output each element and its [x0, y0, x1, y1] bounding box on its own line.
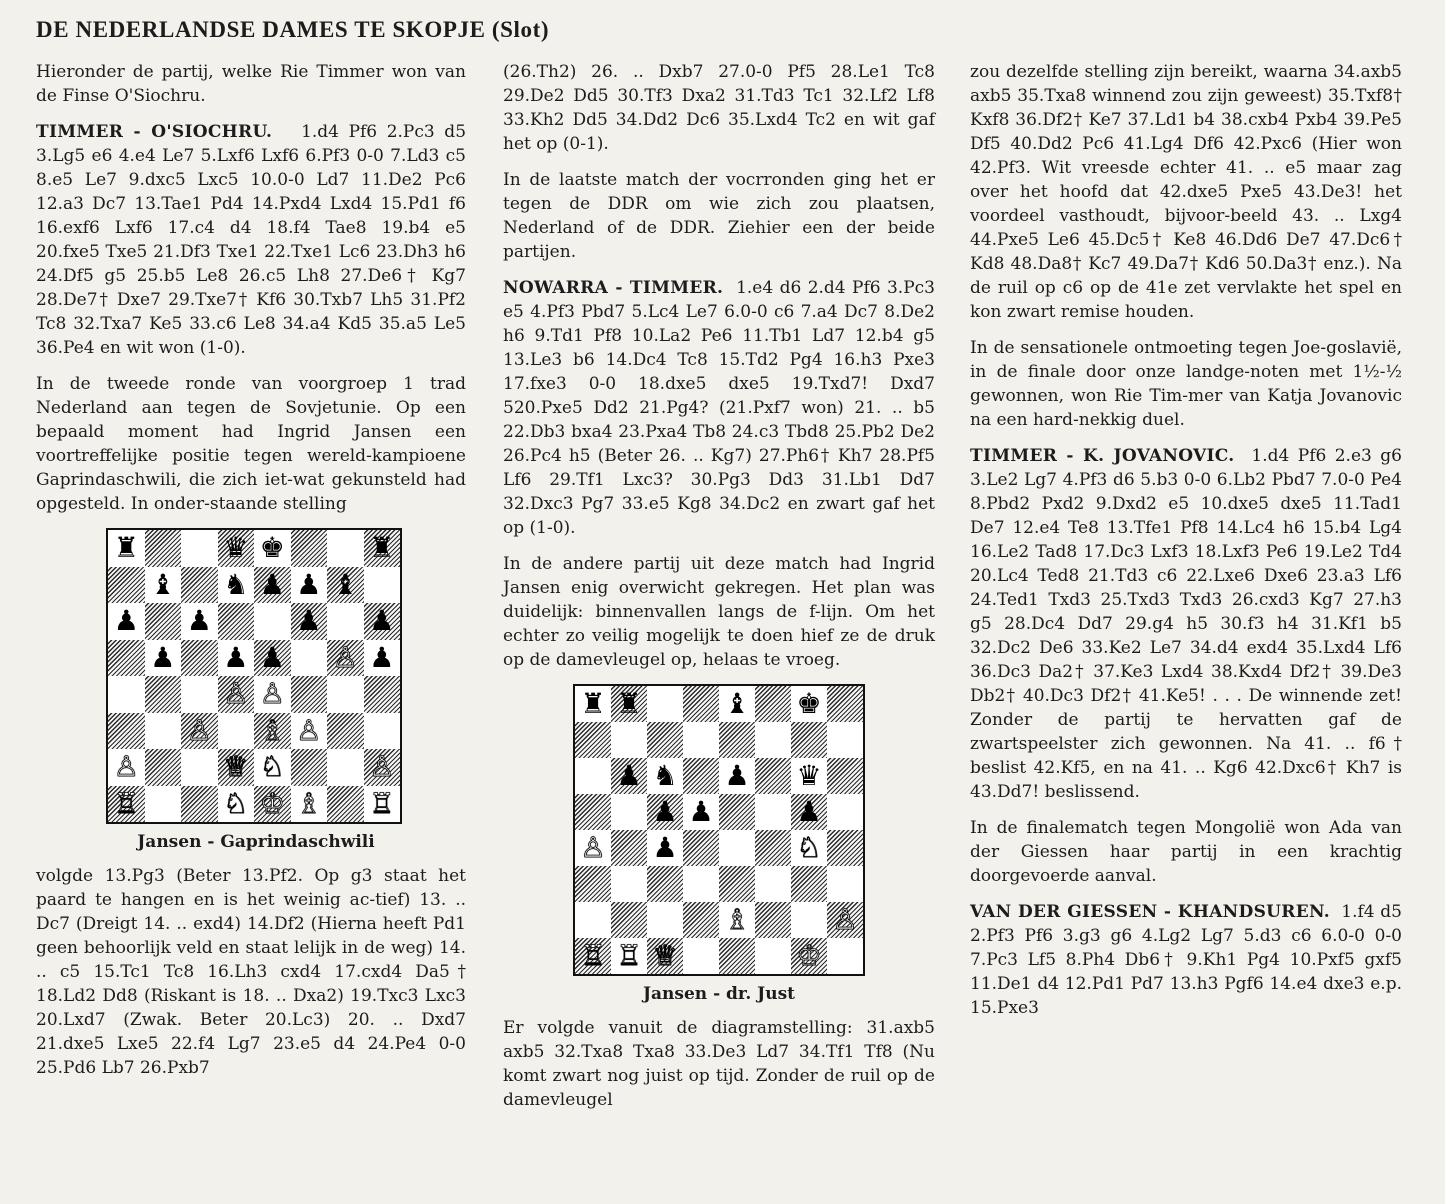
board-square: [719, 938, 755, 974]
black-bishop-icon: ♝: [332, 567, 358, 601]
article-title: DE NEDERLANDSE DAMES TE SKOPJE (Slot): [36, 17, 550, 42]
board-square: [254, 676, 291, 713]
board-square: [145, 567, 182, 604]
board-square: [181, 676, 218, 713]
board-square: [364, 749, 401, 786]
game-heading: VAN DER GIESSEN - KHANDSUREN.: [970, 902, 1330, 922]
board-square: [145, 749, 182, 786]
board-square: [364, 640, 401, 677]
board-square: [145, 603, 182, 640]
board-square: [719, 722, 755, 758]
board-square: [647, 938, 683, 974]
board-square: [791, 794, 827, 830]
board-square: [647, 794, 683, 830]
white-rook-icon: ♖: [616, 939, 642, 972]
board-square: [145, 640, 182, 677]
board-square: [791, 686, 827, 722]
black-rook-icon: ♜: [369, 531, 395, 565]
black-bishop-icon: ♝: [150, 567, 176, 601]
board-square: [755, 794, 791, 830]
black-rook-icon: ♜: [113, 531, 139, 565]
board-square: [291, 603, 328, 640]
board-square: [218, 786, 255, 823]
board-square: [145, 713, 182, 750]
board-square: [218, 640, 255, 677]
board-square: [575, 794, 611, 830]
board-square: [647, 830, 683, 866]
black-pawn-icon: ♟: [150, 640, 176, 674]
board-square: [755, 686, 791, 722]
board-square: [827, 866, 863, 902]
board-square: [108, 640, 145, 677]
board-square: [827, 902, 863, 938]
game-score: [970, 900, 1402, 1020]
black-pawn-icon: ♟: [113, 604, 139, 638]
board-square: [575, 902, 611, 938]
white-queen-icon: ♕: [223, 750, 249, 784]
board-square: [575, 938, 611, 974]
game-score: [503, 276, 935, 540]
paragraph: volgde 13.Pg3 (Beter 13.Pf2. Op g3 staat het paard te hangen en is het weinig ac-tief) 13. .. Dc7 (Dreigt 14. .. exd4) 14.Df2 (Hierna heeft Pd1 geen behoorlijk veld en staat lelijk in de weg) 14. .. c5 15.Tc1 Tc8 16.Lh3 cxd4 17.cxd4 Da5† 18.Ld2 Dd8 (Riskant is 18. .. Dxa2) 19.Txc3 Lxc3 20.Lxd7 (Zwak. Beter 20.Lc3) 20. .. Dxd7 21.dxe5 Lxe5 22.f4 Lg7 23.e5 d4 24.Pe4 0-0 25.Pd6 Lb7 26.Pxb7: [36, 866, 466, 1078]
black-king-icon: ♚: [259, 531, 285, 565]
black-pawn-icon: ♟: [223, 640, 249, 674]
black-rook-icon: ♜: [616, 687, 642, 720]
diagram-caption: Jansen - Gaprindaschwili: [137, 832, 375, 852]
board-square: [647, 758, 683, 794]
white-knight-icon: ♘: [259, 750, 285, 784]
paragraph: In de finalematch tegen Mongolië won Ada van der Giessen haar partij in een krachtig doorgevoerde aanval.: [970, 818, 1402, 886]
game-moves: 1.e4 d6 2.d4 Pf6 3.Pc3 e5 4.Pf3 Pbd7 5.Lc4 Le7 6.0-0 c6 7.a4 Dc7 8.De2 h6 9.Td1 Pf8 10.La2 Pe6 11.Tb1 Ld7 12.b4 g5 13.Le3 b6 14.Dc4 Tc8 15.Td2 Pg4 16.h3 Pxe3 17.fxe3 0-0 18.dxe5 dxe5 19.Txd7! Dxd7 520.Pxe5 Dd2 21.Pg4? (21.Pxf7 won) 21. .. b5 22.Db3 bxa4 23.Pxa4 Tb8 24.c3 Tbd8 25.Pb2 De2 26.Pc4 h5 (Beter 26. .. Kg7) 27.Ph6† Kh7 28.Pf5 Lf6 29.Tf1 Lxc3? 30.Pg3 Dd3 31.Lb1 Dd7 32.Dxc3 Pg7 33.e5 Kg8 34.Dc2 en zwart gaf het op (1-0).: [503, 278, 935, 538]
board-square: [827, 830, 863, 866]
white-pawn-icon: ♙: [832, 903, 858, 936]
game-heading: TIMMER - O'SIOCHRU.: [36, 122, 273, 142]
board-square: [827, 722, 863, 758]
board-square: [108, 676, 145, 713]
board-square: [647, 722, 683, 758]
board-square: [719, 758, 755, 794]
board-square: [719, 902, 755, 938]
black-rook-icon: ♜: [580, 687, 606, 720]
board-square: [791, 902, 827, 938]
white-rook-icon: ♖: [113, 786, 139, 820]
black-pawn-icon: ♟: [259, 567, 285, 601]
board-square: [254, 786, 291, 823]
board-square: [327, 749, 364, 786]
board-square: [181, 567, 218, 604]
black-pawn-icon: ♟: [616, 759, 642, 792]
board-square: [327, 530, 364, 567]
board-square: [683, 758, 719, 794]
board-square: [291, 713, 328, 750]
paragraph: zou dezelfde stelling zijn bereikt, waarna 34.axb5 axb5 35.Txa8 winnend zou zijn geweest) 35.Txf8† Kxf8 36.Df2† Ke7 37.Ld1 b4 38.cxb4 Pxb4 39.Pe5 Df5 40.Dd2 Pc6 41.Lg4 Df6 42.Pxc6 (Hier won 42.Pf3. Wit vreesde echter 41. .. e5 maar zag over het hoofd dat 42.dxe5 Pxe5 43.De3! het voordeel vasthoudt, bijvoor-beeld 43. .. Lxg4 44.Pxe5 Le6 45.Dc5† Ke8 46.Dd6 De7 47.Dc6† Kd8 48.Da8† Kc7 49.Da7† Kd6 50.Da3† enz.). Na de ruil op c6 op de 41e zet vervlakte het spel en kon zwart remise houden.: [970, 62, 1402, 322]
board-square: [364, 603, 401, 640]
board-square: [575, 686, 611, 722]
game-score: [36, 120, 466, 360]
board-square: [181, 603, 218, 640]
board-square: [611, 758, 647, 794]
board-square: [327, 603, 364, 640]
black-pawn-icon: ♟: [369, 604, 395, 638]
board-square: [791, 866, 827, 902]
board-square: [719, 866, 755, 902]
white-knight-icon: ♘: [796, 831, 822, 864]
board-square: [647, 902, 683, 938]
paragraph: In de laatste match der vocrronden ging het er tegen de DDR om wie zich zou plaatsen, Nederland of de DDR. Ziehier een der beide partijen.: [503, 170, 935, 262]
board-square: [364, 530, 401, 567]
board-square: [611, 722, 647, 758]
white-pawn-icon: ♙: [223, 677, 249, 711]
black-queen-icon: ♛: [223, 531, 249, 565]
board-square: [791, 722, 827, 758]
board-square: [364, 676, 401, 713]
board-square: [108, 603, 145, 640]
black-pawn-icon: ♟: [796, 795, 822, 828]
game-heading: TIMMER - K. JOVANOVIC.: [970, 446, 1235, 466]
board-square: [611, 902, 647, 938]
board-square: [827, 686, 863, 722]
game-moves: 1.f4 d5 2.Pf3 Pf6 3.g3 g6 4.Lg2 Lg7 5.d3 c6 6.0-0 0-0 7.Pc3 Lf5 8.Ph4 Db6† 9.Kh1 Pg4 10.Pxf5 gxf5 11.De1 d4 12.Pd1 Pd7 13.h3 Pgf6 14.e4 dxe3 e.p. 15.Pxe3: [970, 902, 1403, 1018]
white-pawn-icon: ♙: [113, 750, 139, 784]
game-heading: NOWARRA - TIMMER.: [503, 278, 724, 298]
board-square: [181, 640, 218, 677]
board-square: [683, 938, 719, 974]
column-1: [36, 60, 466, 1092]
black-pawn-icon: ♟: [296, 567, 322, 601]
board-square: [145, 676, 182, 713]
board-square: [181, 786, 218, 823]
board-square: [327, 640, 364, 677]
board-square: [218, 567, 255, 604]
board-square: [291, 786, 328, 823]
board-square: [575, 866, 611, 902]
white-king-icon: ♔: [796, 939, 822, 972]
board-square: [327, 786, 364, 823]
white-rook-icon: ♖: [369, 786, 395, 820]
board-square: [254, 640, 291, 677]
board-square: [575, 758, 611, 794]
column-3: [970, 60, 1402, 1032]
white-bishop-icon: ♗: [724, 903, 750, 936]
chess-diagram-1: [106, 528, 466, 854]
black-pawn-icon: ♟: [296, 604, 322, 638]
board-square: [827, 758, 863, 794]
board-square: [611, 686, 647, 722]
board-square: [827, 938, 863, 974]
board-square: [218, 713, 255, 750]
white-pawn-icon: ♙: [259, 677, 285, 711]
board-square: [181, 530, 218, 567]
board-square: [108, 713, 145, 750]
board-square: [218, 530, 255, 567]
black-pawn-icon: ♟: [688, 795, 714, 828]
white-pawn-icon: ♙: [296, 713, 322, 747]
board-square: [611, 938, 647, 974]
game-moves: 1.d4 Pf6 2.e3 g6 3.Le2 Lg7 4.Pf3 d6 5.b3 0-0 6.Lb2 Pbd7 7.0-0 Pe4 8.Pbd2 Pxd2 9.Dxd2 e5 10.dxe5 dxe5 11.Tad1 De7 12.e4 Te8 13.Tfe1 Pf8 14.Lc4 h6 15.b4 Lg4 16.Le2 Tad8 17.Dc3 Lxf3 18.Lxf3 Pe6 19.Le2 Td4 20.Lc4 Ted8 21.Td3 c6 22.Lxe6 Dxe6 23.a3 Lf6 24.Ted1 Txd3 25.Txd3 Txd3 26.cxd3 Kg7 27.h3 g5 28.Dc4 Dd7 29.g4 h5 30.f3 h4 31.Kf1 b5 32.Dc2 De6 33.Ke2 Le7 34.d4 exd4 35.Lxd4 Lf6 36.Dc3 Da2† 37.Ke3 Lxd4 38.Kxd4 Df2† 39.De3 Db2† 40.Dc3 Df2† 41.Ke5! . . . De winnende zet! Zonder de partij te hervatten gaf de zwartspeelster zich gewonnen. Na 41. .. f6† beslist 42.Kf5, en na 41. .. Kg6 42.Dxc6† Kh7 is 43.Dd7! beslissend.: [970, 446, 1402, 802]
board-square: [791, 830, 827, 866]
black-king-icon: ♚: [796, 687, 822, 720]
board-square: [755, 758, 791, 794]
white-pawn-icon: ♙: [580, 831, 606, 864]
white-king-icon: ♔: [259, 786, 285, 820]
chess-diagram-2: [573, 684, 935, 1006]
board-square: [575, 830, 611, 866]
board-square: [683, 794, 719, 830]
board-square: [827, 794, 863, 830]
board-square: [755, 866, 791, 902]
board-square: [791, 758, 827, 794]
black-queen-icon: ♛: [796, 759, 822, 792]
white-knight-icon: ♘: [223, 786, 249, 820]
board-square: [108, 786, 145, 823]
board-square: [181, 749, 218, 786]
board-square: [611, 794, 647, 830]
game-score: [970, 444, 1402, 804]
board-square: [218, 749, 255, 786]
board-square: [108, 567, 145, 604]
white-bishop-icon: ♗: [296, 786, 322, 820]
black-knight-icon: ♞: [652, 759, 678, 792]
board-square: [683, 902, 719, 938]
board-square: [291, 676, 328, 713]
board-square: [254, 749, 291, 786]
board-square: [791, 938, 827, 974]
black-pawn-icon: ♟: [186, 604, 212, 638]
black-bishop-icon: ♝: [724, 687, 750, 720]
board-square: [291, 640, 328, 677]
board-square: [108, 749, 145, 786]
paragraph: Er volgde vanuit de diagramstelling: 31.axb5 axb5 32.Txa8 Txa8 33.De3 Ld7 34.Tf1 Tf8 (Nu komt zwart nog juist op tijd. Zonder de ruil op de damevleugel: [503, 1018, 935, 1110]
black-pawn-icon: ♟: [652, 831, 678, 864]
board-square: [364, 567, 401, 604]
white-pawn-icon: ♙: [186, 713, 212, 747]
chessboard: [106, 528, 402, 824]
paragraph: (26.Th2) 26. .. Dxb7 27.0-0 Pf5 28.Le1 Tc8 29.De2 Dd5 30.Tf3 Dxa2 31.Td3 Tc1 32.Lf2 Lf8 33.Kh2 Dd5 34.Dd2 Dc6 35.Lxd4 Tc2 en wit gaf het op (0-1).: [503, 62, 935, 154]
board-square: [683, 686, 719, 722]
white-pawn-icon: ♙: [332, 640, 358, 674]
game-moves: 1.d4 Pf6 2.Pc3 d5 3.Lg5 e6 4.e4 Le7 5.Lxf6 Lxf6 6.Pf3 0-0 7.Ld3 c5 8.e5 Le7 9.dxc5 Lxc5 10.0-0 Ld7 11.De2 Pc6 12.a3 Dc7 13.Tae1 Pd4 14.Pxd4 Lxd4 15.Pd1 f6 16.exf6 Lxf6 17.c4 d4 18.f4 Tae8 19.b4 e5 20.fxe5 Txe5 21.Df3 Txe1 22.Txe1 Lc6 23.Dh3 h6 24.Df5 g5 25.b5 Le8 26.c5 Lh8 27.De6† Kg7 28.De7† Dxe7 29.Txe7† Kf6 30.Txb7 Lh5 31.Pf2 Tc8 32.Txa7 Ke5 33.c6 Le8 34.a4 Kd5 35.a5 Le5 36.Pe4 en wit won (1-0).: [36, 122, 467, 358]
white-pawn-icon: ♙: [369, 750, 395, 784]
board-square: [683, 830, 719, 866]
board-square: [755, 722, 791, 758]
board-square: [575, 722, 611, 758]
board-square: [719, 686, 755, 722]
diagram-caption: Jansen - dr. Just: [642, 984, 795, 1004]
board-square: [755, 830, 791, 866]
board-square: [218, 676, 255, 713]
board-square: [755, 902, 791, 938]
board-square: [327, 567, 364, 604]
board-square: [755, 938, 791, 974]
black-pawn-icon: ♟: [724, 759, 750, 792]
board-square: [647, 686, 683, 722]
board-square: [108, 530, 145, 567]
board-square: [611, 830, 647, 866]
chessboard: [573, 684, 865, 976]
board-square: [611, 866, 647, 902]
black-pawn-icon: ♟: [369, 640, 395, 674]
paragraph: In de andere partij uit deze match had Ingrid Jansen enig overwicht gekregen. Het plan was duidelijk: binnenvallen langs de f-lijn. Om het echter zo veilig mogelijk te doen hief ze de druk op de damevleugel op, helaas te vroeg.: [503, 554, 935, 670]
column-2: [503, 60, 935, 1124]
board-square: [254, 713, 291, 750]
board-square: [364, 786, 401, 823]
board-square: [364, 713, 401, 750]
board-square: [327, 713, 364, 750]
board-square: [683, 722, 719, 758]
board-square: [218, 603, 255, 640]
white-queen-icon: ♕: [652, 939, 678, 972]
paragraph: Hieronder de partij, welke Rie Timmer won van de Finse O'Siochru.: [36, 62, 466, 106]
board-square: [145, 530, 182, 567]
black-knight-icon: ♞: [223, 567, 249, 601]
paragraph: In de tweede ronde van voorgroep 1 trad Nederland aan tegen de Sovjetunie. Op een bepaald moment had Ingrid Jansen een voortreffelijke positie tegen wereld-kampioene Gaprindaschwili, die zich iet-wat gekunsteld had opgesteld. In onder-staande stelling: [36, 374, 466, 514]
black-pawn-icon: ♟: [259, 640, 285, 674]
board-square: [327, 676, 364, 713]
board-square: [254, 530, 291, 567]
board-square: [683, 866, 719, 902]
black-pawn-icon: ♟: [652, 795, 678, 828]
board-square: [181, 713, 218, 750]
paragraph: In de sensationele ontmoeting tegen Joe-goslavië, in de finale door onze landge-noten met 1½-½ gewonnen, won Rie Tim-mer van Katja Jovanovic na een hard-nekkig duel.: [970, 338, 1402, 430]
board-square: [291, 567, 328, 604]
white-bishop-icon: ♗: [259, 713, 285, 747]
board-square: [145, 786, 182, 823]
board-square: [719, 794, 755, 830]
board-square: [254, 603, 291, 640]
white-rook-icon: ♖: [580, 939, 606, 972]
board-square: [291, 530, 328, 567]
board-square: [254, 567, 291, 604]
board-square: [647, 866, 683, 902]
board-square: [719, 830, 755, 866]
board-square: [291, 749, 328, 786]
